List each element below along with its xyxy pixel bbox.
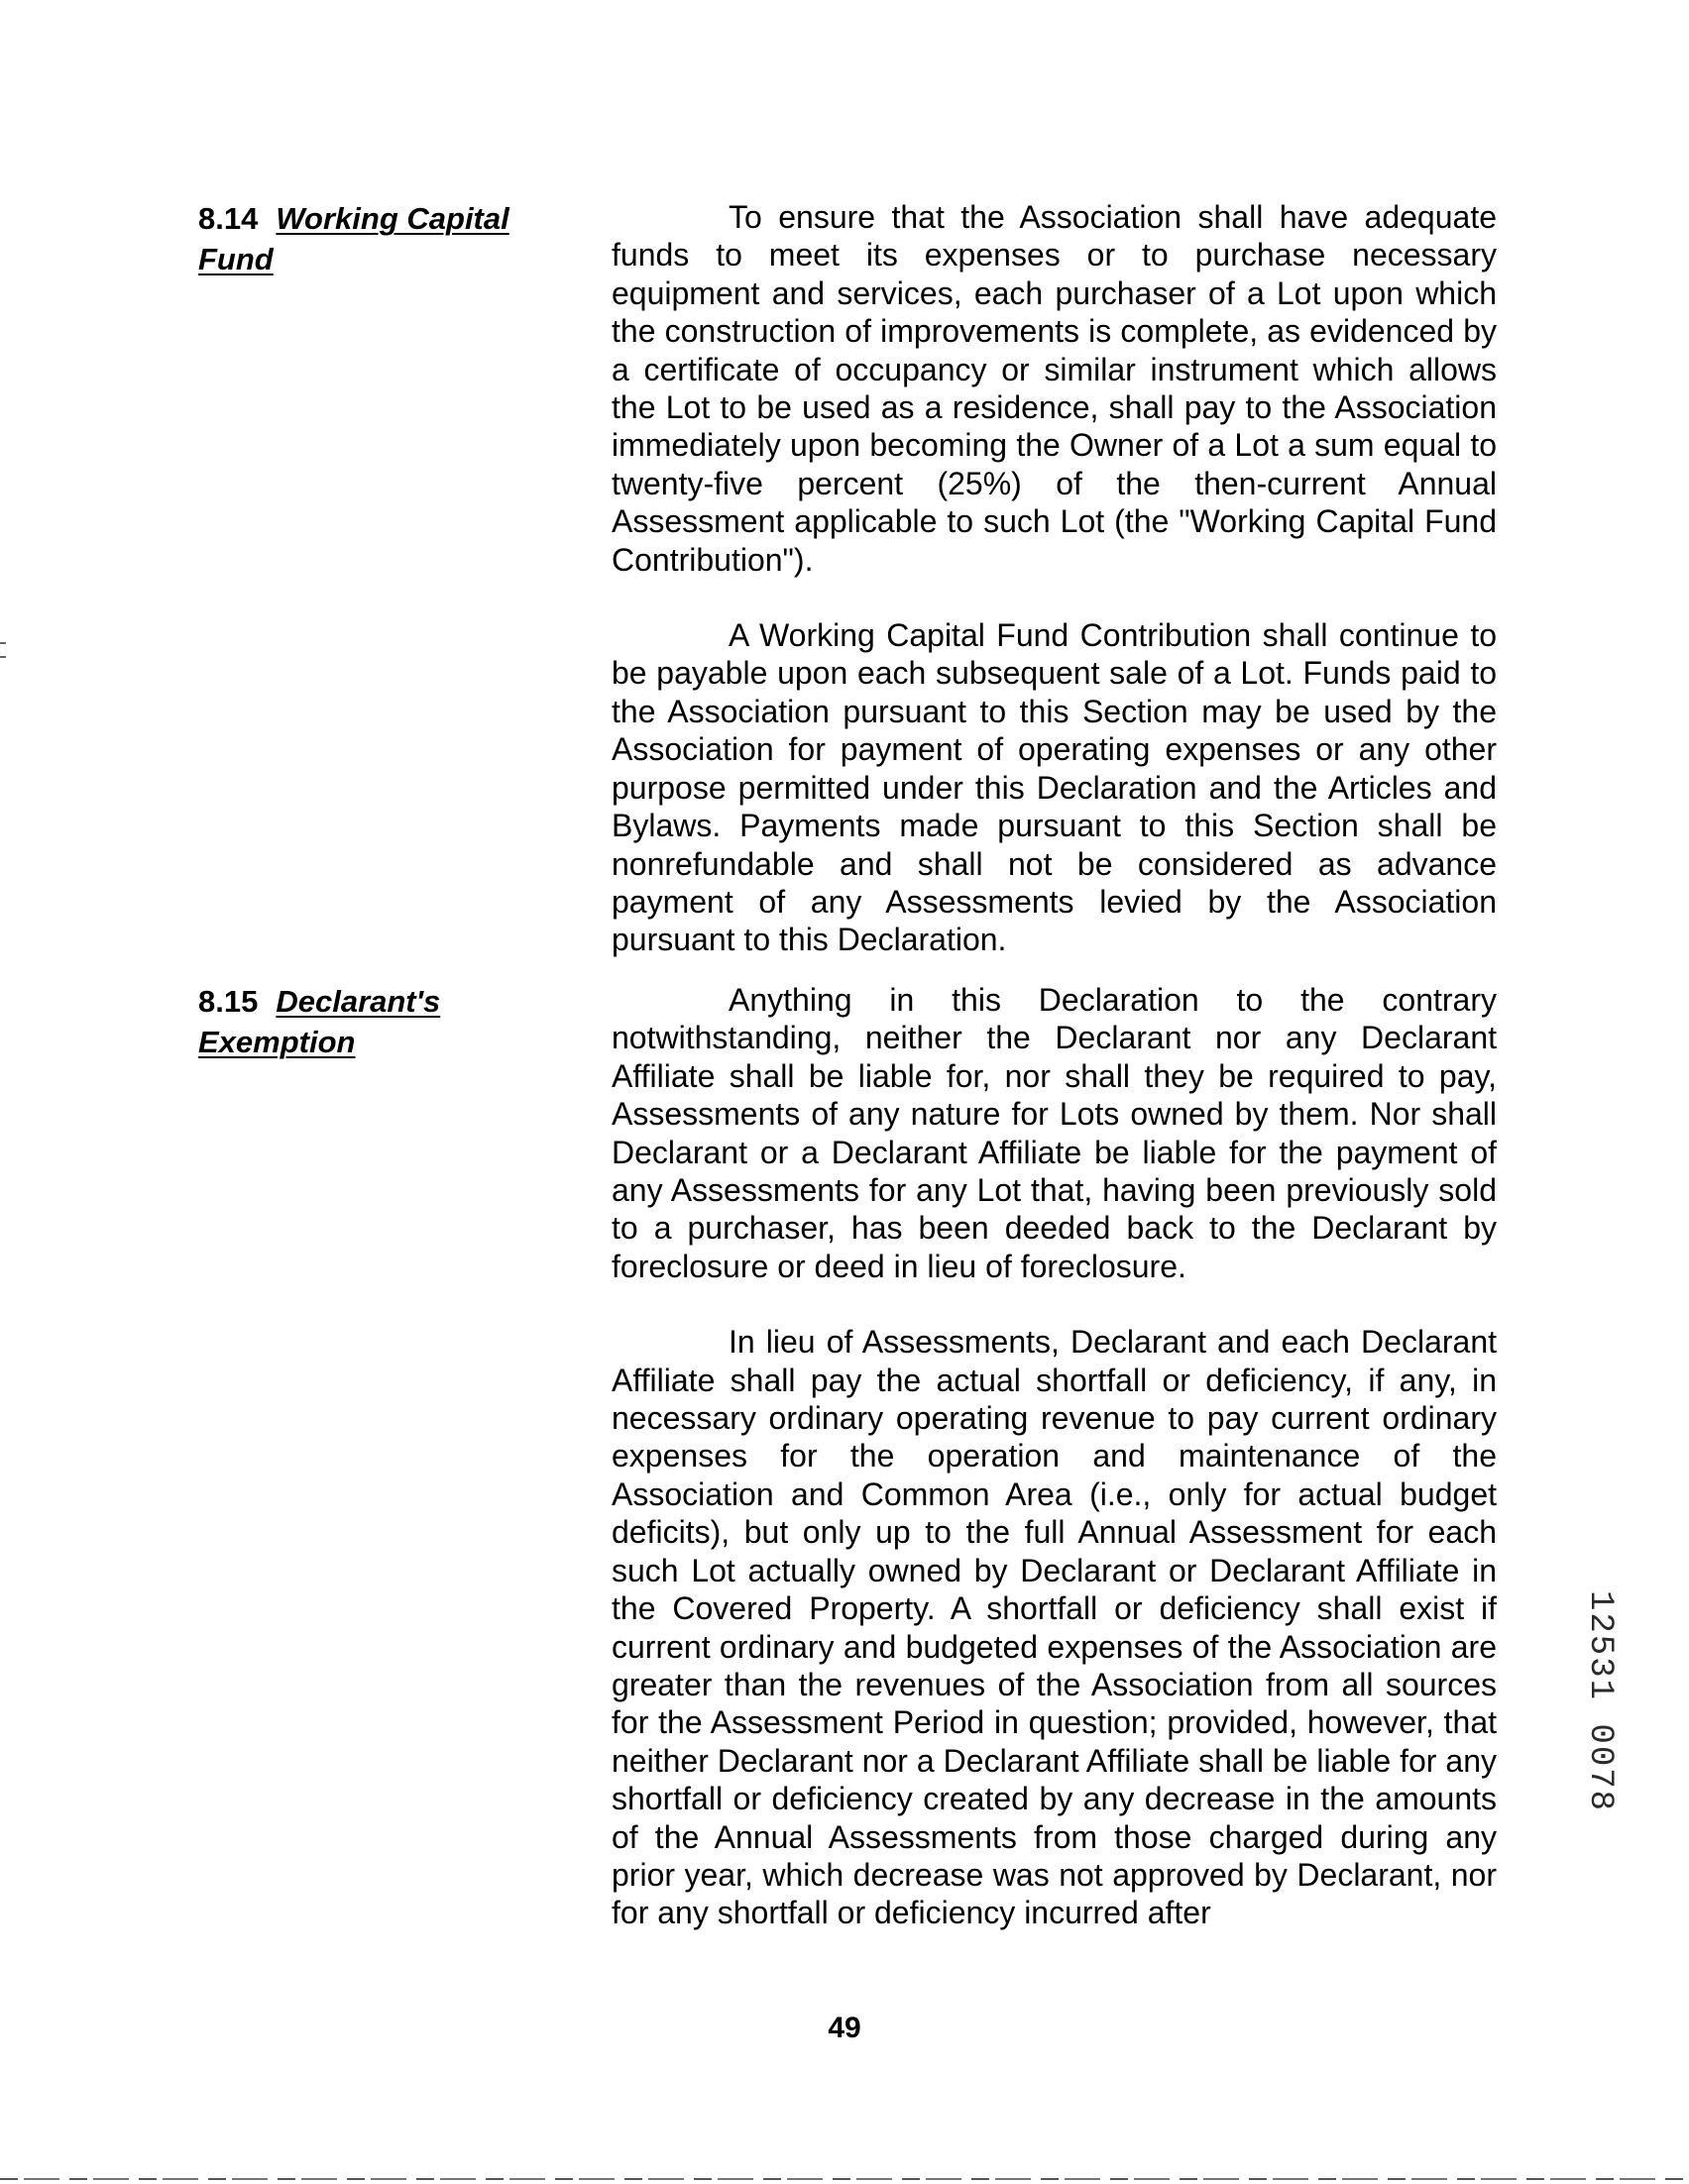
scan-edge-mark [0,656,6,658]
section-number: 8.15 [198,984,259,1019]
section-heading [198,198,585,279]
paragraph: In lieu of Assessments, Declarant and each Declarant Affiliate shall pay the actual shortfall or deficiency, if any, in necessary ordinary operating revenue to pay current ordinary expenses for the operation and maintenance of the Association and Common Area (i.e., only for actual budget deficits), but only up to the full Annual Assessment for each such Lot actually owned by Declarant or Declarant Affiliate in the Covered Property. A shortfall or deficiency shall exist if current ordinary and budgeted expenses of the Association are greater than the revenues of the Association from all sources for the Assessment Period in question; provided, however, that neither Declarant nor a Declarant Affiliate shall be liable for any shortfall or deficiency created by any decrease in the amounts of the Annual Assessments from those charged during any prior year, which decrease was not approved by Declarant, nor for any shortfall or deficiency incurred after [612,1324,1497,1931]
paragraph: A Working Capital Fund Contribution shall continue to be payable upon each subsequent sale of a Lot. Funds paid to the Association pursuant to this Section may be used by the Association for payment of operating expenses or any other purpose permitted under this Declaration and the Articles and Bylaws. Payments made pursuant to this Section shall be nonrefundable and shall not be considered as advance payment of any Assessments levied by the Association pursuant to this Declaration. [612,617,1497,958]
paragraph: Anything in this Declaration to the contrary notwithstanding, neither the Declarant nor any Declarant Affiliate shall be liable for, nor shall they be required to pay, Assessments of any nature for Lots owned by them. Nor shall Declarant or a Declarant Affiliate be liable for the payment of any Assessments for any Lot that, having been previously sold to a purchaser, has been deeded back to the Declarant by foreclosure or deed in lieu of foreclosure. [612,982,1497,1284]
section-number: 8.14 [198,201,259,236]
section-title: Declarant's Exemption [198,984,441,1059]
section-heading [198,981,585,1062]
scan-bottom-edge [0,2178,1689,2180]
paragraph: To ensure that the Association shall have adequate funds to meet its expenses or to purchase necessary equipment and services, each purchaser of a Lot upon which the construction of improvements is complete, as evidenced by a certificate of occupancy or similar instrument which allows the Lot to be used as a residence, shall pay to the Association immediately upon becoming the Owner of a Lot a sum equal to twenty-five percent (25%) of the then-current Annual Assessment applicable to such Lot (the "Working Capital Fund Contribution"). [612,199,1497,578]
section-body [612,198,1497,959]
margin-recording-stamp: 12531 0078 [1581,1590,1619,1813]
scan-edge-mark [0,642,6,644]
page-number: 49 [828,2012,861,2044]
section-body [612,981,1497,1932]
section-title: Working Capital Fund [198,201,509,276]
